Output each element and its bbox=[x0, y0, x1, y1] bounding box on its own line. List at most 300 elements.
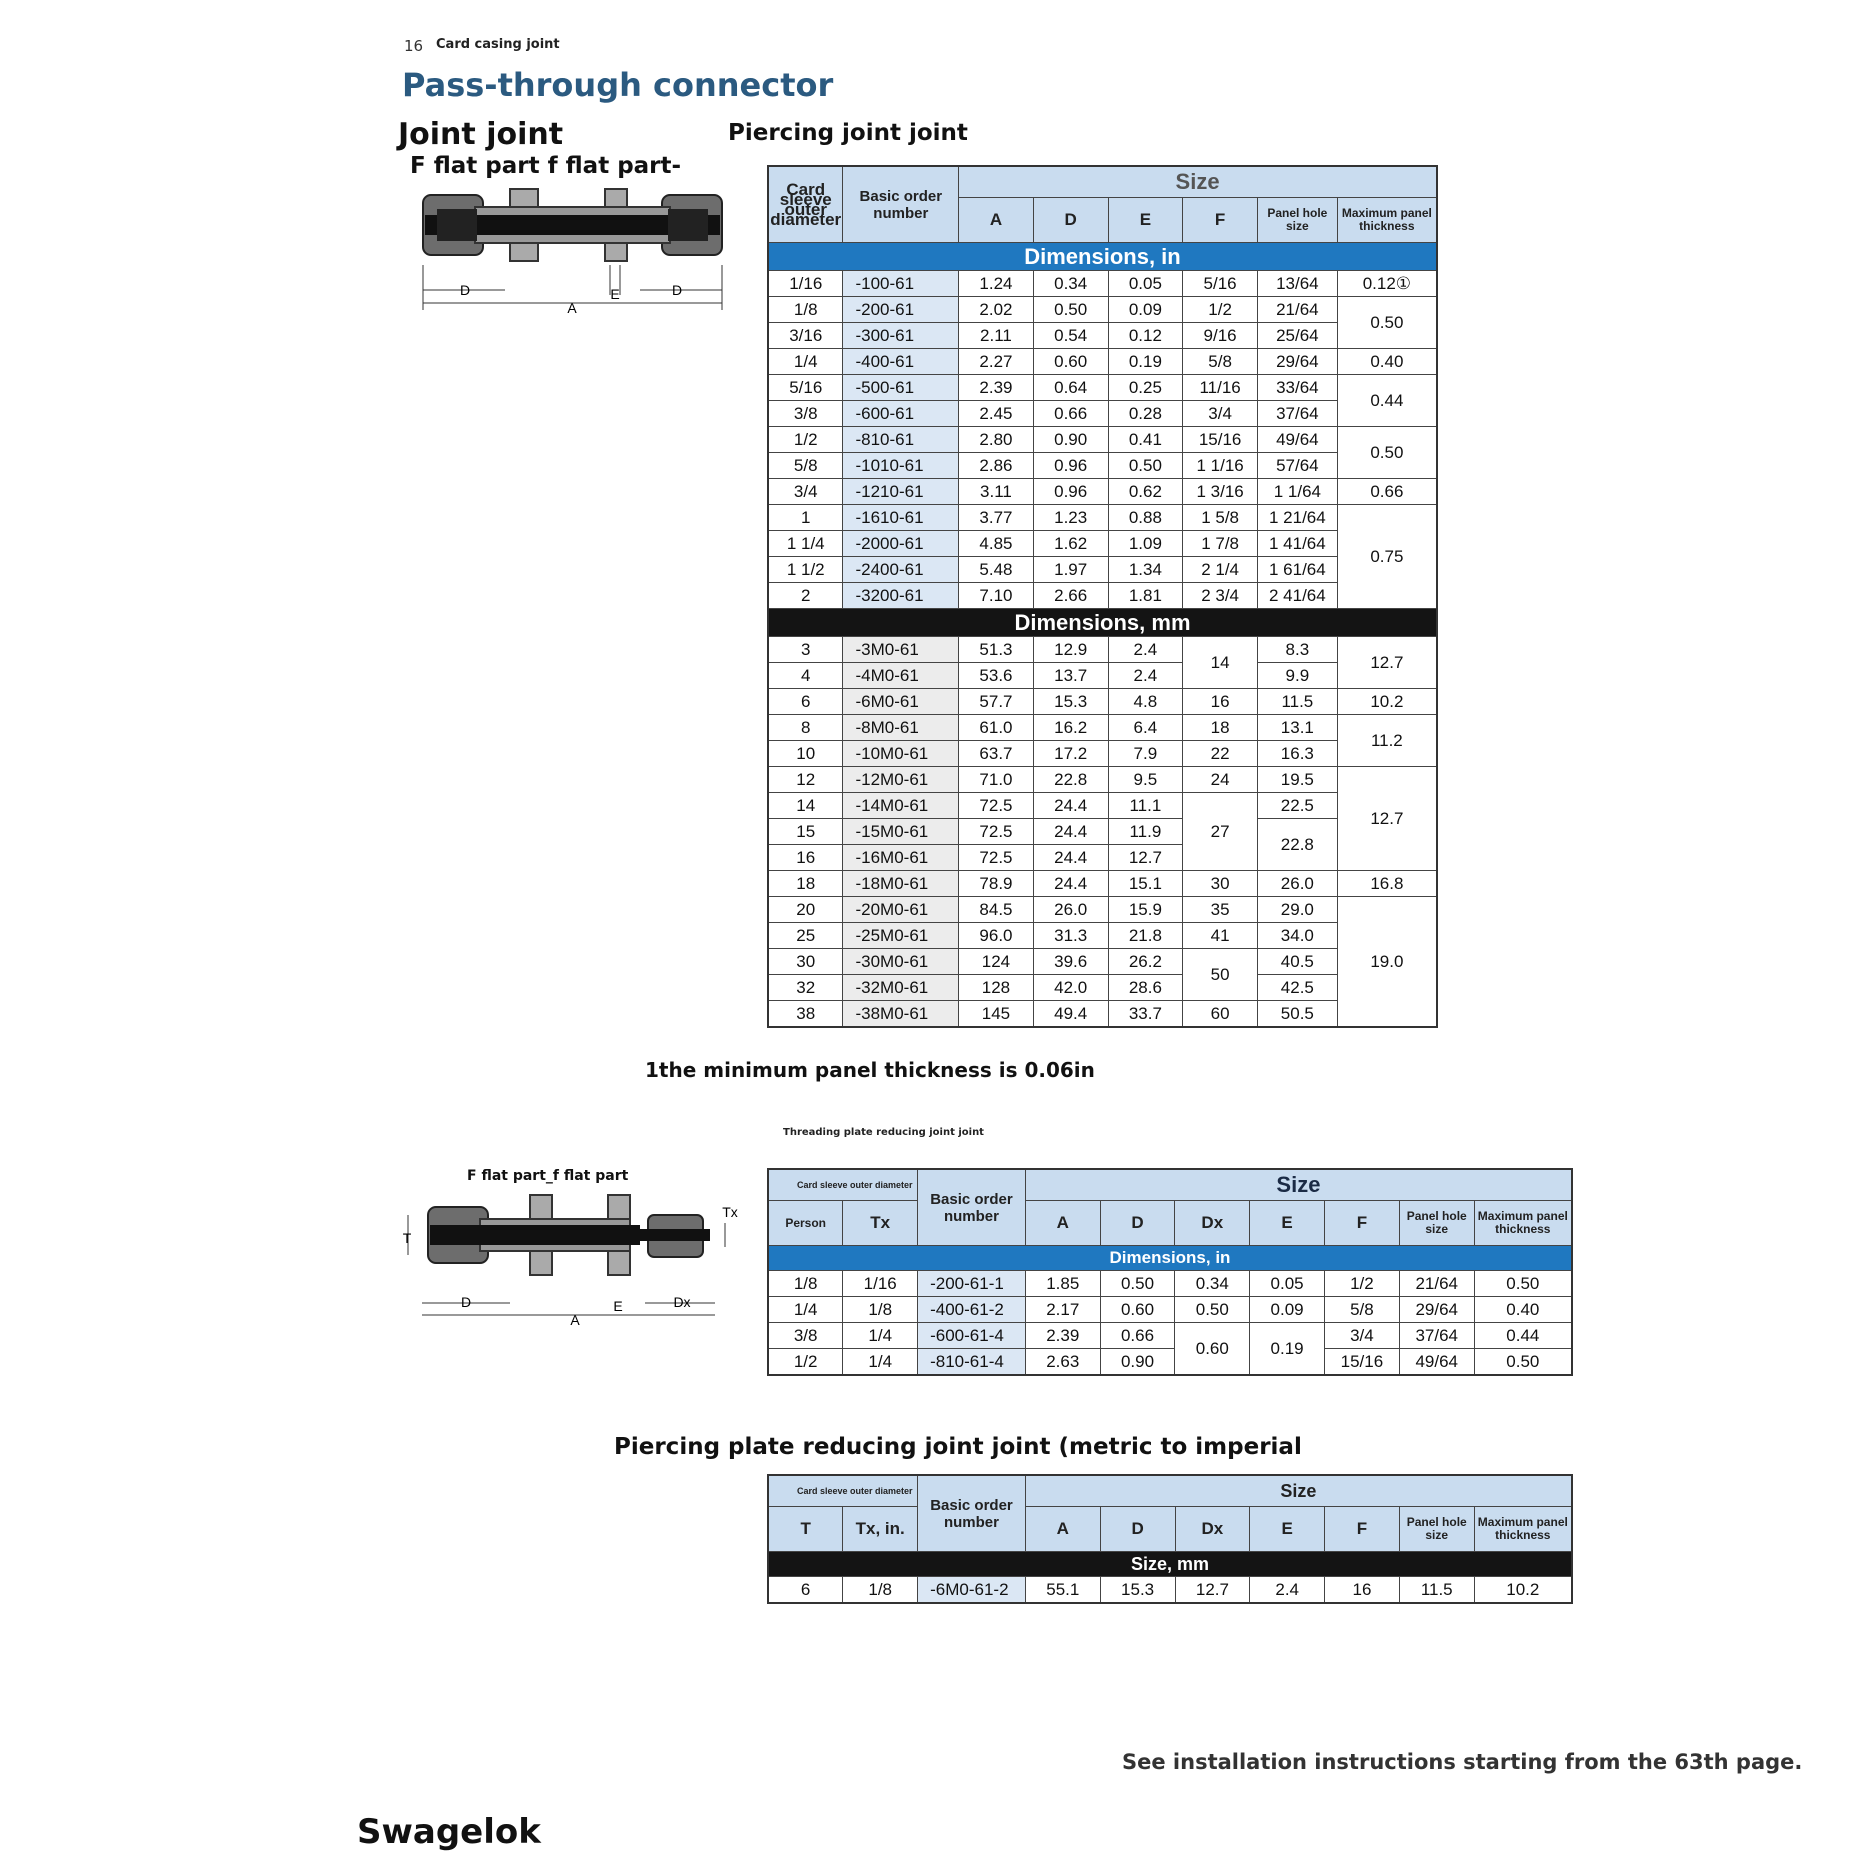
cell: 78.9 bbox=[959, 871, 1034, 897]
cell: 6 bbox=[768, 689, 843, 715]
th-a: A bbox=[1025, 1201, 1100, 1246]
cell: 6 bbox=[768, 1577, 843, 1604]
cell: 41 bbox=[1183, 923, 1258, 949]
cell: -100-61 bbox=[843, 271, 959, 297]
cell: 9.5 bbox=[1108, 767, 1183, 793]
cell: 5/16 bbox=[1183, 271, 1258, 297]
label-d-left: D bbox=[459, 282, 471, 298]
label-a: A bbox=[567, 300, 577, 315]
cell: 1.85 bbox=[1025, 1271, 1100, 1297]
table3 bbox=[767, 1474, 1573, 1604]
band-mm: Size, mm bbox=[768, 1552, 1572, 1577]
cell: 2.17 bbox=[1025, 1297, 1100, 1323]
th-panel-hole: Panel hole size bbox=[1399, 1507, 1474, 1552]
th-person: Person bbox=[768, 1201, 843, 1246]
cell: 17.2 bbox=[1033, 741, 1108, 767]
table-row bbox=[768, 349, 1437, 375]
cell: 37/64 bbox=[1257, 401, 1337, 427]
cell: -810-61-4 bbox=[918, 1349, 1026, 1376]
cell: 0.50 bbox=[1033, 297, 1108, 323]
cell: 0.90 bbox=[1033, 427, 1108, 453]
cell: 34.0 bbox=[1257, 923, 1337, 949]
table-row bbox=[768, 637, 1437, 663]
cell: 50 bbox=[1183, 949, 1258, 1001]
th-max-panel: Maximum panel thickness bbox=[1474, 1507, 1572, 1552]
cell: 33.7 bbox=[1108, 1001, 1183, 1028]
cell: 0.60 bbox=[1033, 349, 1108, 375]
cell: 12.7 bbox=[1175, 1577, 1250, 1604]
cell: 27 bbox=[1183, 793, 1258, 871]
cell: 6.4 bbox=[1108, 715, 1183, 741]
cell: 25/64 bbox=[1257, 323, 1337, 349]
cell: 1/4 bbox=[843, 1323, 918, 1349]
cell: -3M0-61 bbox=[843, 637, 959, 663]
cell: 1.62 bbox=[1033, 531, 1108, 557]
cell: 3.77 bbox=[959, 505, 1034, 531]
cell: -6M0-61-2 bbox=[918, 1577, 1026, 1604]
th-f: F bbox=[1183, 198, 1258, 243]
fig2-flat-label: F flat part_f flat part bbox=[467, 1168, 629, 1184]
cell: 0.64 bbox=[1033, 375, 1108, 401]
cell: 1/2 bbox=[1183, 297, 1258, 323]
table1-heading: Piercing joint joint bbox=[728, 120, 968, 146]
cell: -400-61-2 bbox=[918, 1297, 1026, 1323]
cell: 42.5 bbox=[1257, 975, 1337, 1001]
cell: -12M0-61 bbox=[843, 767, 959, 793]
th-d: D bbox=[1100, 1201, 1175, 1246]
cell: 2 3/4 bbox=[1183, 583, 1258, 609]
band-in: Dimensions, in bbox=[768, 243, 1437, 271]
cell: 12.7 bbox=[1108, 845, 1183, 871]
cell: 11.5 bbox=[1399, 1577, 1474, 1604]
table-row bbox=[768, 663, 1437, 689]
cell: 14 bbox=[768, 793, 843, 819]
th-e: E bbox=[1108, 198, 1183, 243]
cell: 15.3 bbox=[1033, 689, 1108, 715]
fig1-subheading: F flat part f flat part- bbox=[410, 153, 682, 179]
cell: 14 bbox=[1183, 637, 1258, 689]
cell: 2.80 bbox=[959, 427, 1034, 453]
cell: 50.5 bbox=[1257, 1001, 1337, 1028]
th-size: Size bbox=[1025, 1169, 1572, 1201]
table-row bbox=[768, 375, 1437, 401]
cell: 13.1 bbox=[1257, 715, 1337, 741]
cell: 11.5 bbox=[1257, 689, 1337, 715]
bulkhead-union-drawing bbox=[415, 185, 730, 315]
th-tx: Tx bbox=[843, 1201, 918, 1246]
table-row bbox=[768, 453, 1437, 479]
cell: 49/64 bbox=[1399, 1349, 1474, 1376]
th-d: D bbox=[1100, 1507, 1175, 1552]
cell: 1/8 bbox=[843, 1297, 918, 1323]
cell: 124 bbox=[959, 949, 1034, 975]
cell: 3/4 bbox=[1183, 401, 1258, 427]
cell: 8 bbox=[768, 715, 843, 741]
th-card-sleeve: Card sleeve outer diameter bbox=[768, 166, 843, 243]
table1-footnote: 1the minimum panel thickness is 0.06in bbox=[645, 1058, 1095, 1082]
cell: 1 61/64 bbox=[1257, 557, 1337, 583]
cell: 16 bbox=[1325, 1577, 1400, 1604]
cell: 0.19 bbox=[1108, 349, 1183, 375]
cell: 0.05 bbox=[1250, 1271, 1325, 1297]
table-row bbox=[768, 975, 1437, 1001]
cell: 21/64 bbox=[1399, 1271, 1474, 1297]
cell: 19.5 bbox=[1257, 767, 1337, 793]
cell: 2.4 bbox=[1250, 1577, 1325, 1604]
cell: -200-61-1 bbox=[918, 1271, 1026, 1297]
brand-logo: Swagelok bbox=[357, 1812, 541, 1852]
table-row bbox=[768, 297, 1437, 323]
page-number: 16 bbox=[404, 37, 424, 55]
cell: 0.09 bbox=[1108, 297, 1183, 323]
cell: 11.2 bbox=[1337, 715, 1437, 767]
cell: 0.19 bbox=[1250, 1323, 1325, 1376]
fig1-heading: Joint joint bbox=[398, 117, 564, 152]
cell: 1 bbox=[768, 505, 843, 531]
cell: 0.50 bbox=[1474, 1349, 1572, 1376]
table-row bbox=[768, 819, 1437, 845]
cell: 1.81 bbox=[1108, 583, 1183, 609]
band-in: Dimensions, in bbox=[768, 1246, 1572, 1271]
table-row bbox=[768, 1001, 1437, 1028]
cell: 16 bbox=[1183, 689, 1258, 715]
cell: 7.9 bbox=[1108, 741, 1183, 767]
cell: 26.0 bbox=[1257, 871, 1337, 897]
table-row bbox=[768, 897, 1437, 923]
cell: 3.11 bbox=[959, 479, 1034, 505]
cell: 1.34 bbox=[1108, 557, 1183, 583]
cell: 29/64 bbox=[1399, 1297, 1474, 1323]
cell: -18M0-61 bbox=[843, 871, 959, 897]
cell: 1 1/2 bbox=[768, 557, 843, 583]
cell: 49/64 bbox=[1257, 427, 1337, 453]
cell: 15 bbox=[768, 819, 843, 845]
cell: 0.50 bbox=[1100, 1271, 1175, 1297]
cell: 0.54 bbox=[1033, 323, 1108, 349]
cell: 15.9 bbox=[1108, 897, 1183, 923]
cell: 0.44 bbox=[1474, 1323, 1572, 1349]
cell: 5/8 bbox=[1183, 349, 1258, 375]
cell: 12.7 bbox=[1337, 637, 1437, 689]
cell: -1610-61 bbox=[843, 505, 959, 531]
cell: 30 bbox=[1183, 871, 1258, 897]
cell: 2.63 bbox=[1025, 1349, 1100, 1376]
cell: 15/16 bbox=[1324, 1349, 1399, 1376]
th-tx: Tx, in. bbox=[843, 1507, 918, 1552]
cell: 53.6 bbox=[959, 663, 1034, 689]
cell: -500-61 bbox=[843, 375, 959, 401]
table-row bbox=[768, 323, 1437, 349]
cell: -2400-61 bbox=[843, 557, 959, 583]
cell: 5.48 bbox=[959, 557, 1034, 583]
th-panel-hole: Panel hole size bbox=[1257, 198, 1337, 243]
cell: 4.85 bbox=[959, 531, 1034, 557]
table-row bbox=[768, 689, 1437, 715]
cell: 72.5 bbox=[959, 845, 1034, 871]
cell: -600-61-4 bbox=[918, 1323, 1026, 1349]
cell: 12 bbox=[768, 767, 843, 793]
th-card-sleeve: Card sleeve outer diameter bbox=[768, 1169, 918, 1201]
table1 bbox=[767, 165, 1438, 1028]
cell: 2 1/4 bbox=[1183, 557, 1258, 583]
cell: 3/16 bbox=[768, 323, 843, 349]
cell: 2.02 bbox=[959, 297, 1034, 323]
cell: 1.97 bbox=[1033, 557, 1108, 583]
cell: 2.4 bbox=[1108, 637, 1183, 663]
cell: 1/2 bbox=[768, 427, 843, 453]
table-row bbox=[768, 871, 1437, 897]
cell: 25 bbox=[768, 923, 843, 949]
label-e: E bbox=[610, 286, 620, 302]
cell: 1.24 bbox=[959, 271, 1034, 297]
cell: 61.0 bbox=[959, 715, 1034, 741]
band-mm: Dimensions, mm bbox=[768, 609, 1437, 637]
cell: 1/4 bbox=[768, 1297, 843, 1323]
cell: 0.60 bbox=[1100, 1297, 1175, 1323]
cell: 33/64 bbox=[1257, 375, 1337, 401]
cell: 0.50 bbox=[1108, 453, 1183, 479]
cell: 0.60 bbox=[1175, 1323, 1250, 1376]
section-label: Card casing joint bbox=[436, 37, 560, 52]
cell: -3200-61 bbox=[843, 583, 959, 609]
cell: 37/64 bbox=[1399, 1323, 1474, 1349]
cell: 12.7 bbox=[1337, 767, 1437, 871]
cell: 1 21/64 bbox=[1257, 505, 1337, 531]
cell: 1 1/16 bbox=[1183, 453, 1258, 479]
cell: 1/4 bbox=[768, 349, 843, 375]
cell: 9.9 bbox=[1257, 663, 1337, 689]
th-t: T bbox=[768, 1507, 843, 1552]
cell: 1/8 bbox=[843, 1577, 918, 1604]
cell: 0.50 bbox=[1337, 427, 1437, 479]
th-f: F bbox=[1325, 1507, 1400, 1552]
cell: 24.4 bbox=[1033, 845, 1108, 871]
label-t: T bbox=[402, 1230, 412, 1246]
cell: 31.3 bbox=[1033, 923, 1108, 949]
cell: 16.8 bbox=[1337, 871, 1437, 897]
cell: 3 bbox=[768, 637, 843, 663]
cell: 0.96 bbox=[1033, 479, 1108, 505]
cell: 39.6 bbox=[1033, 949, 1108, 975]
cell: 22 bbox=[1183, 741, 1258, 767]
cell: -2000-61 bbox=[843, 531, 959, 557]
cell: 2.45 bbox=[959, 401, 1034, 427]
reducing-union-drawing bbox=[400, 1185, 745, 1330]
cell: -30M0-61 bbox=[843, 949, 959, 975]
cell: 1.23 bbox=[1033, 505, 1108, 531]
cell: 1/8 bbox=[768, 1271, 843, 1297]
cell: 1/2 bbox=[768, 1349, 843, 1376]
cell: 2.11 bbox=[959, 323, 1034, 349]
label-dx: Dx bbox=[673, 1294, 691, 1310]
cell: 2 41/64 bbox=[1257, 583, 1337, 609]
cell: 7.10 bbox=[959, 583, 1034, 609]
cell: 145 bbox=[959, 1001, 1034, 1028]
table2 bbox=[767, 1168, 1573, 1376]
cell: 0.50 bbox=[1474, 1271, 1572, 1297]
cell: 30 bbox=[768, 949, 843, 975]
cell: 20 bbox=[768, 897, 843, 923]
cell: 22.8 bbox=[1257, 819, 1337, 871]
cell: 0.12① bbox=[1337, 271, 1437, 297]
cell: 0.88 bbox=[1108, 505, 1183, 531]
cell: 8.3 bbox=[1257, 637, 1337, 663]
cell: 0.44 bbox=[1337, 375, 1437, 427]
cell: 22.8 bbox=[1033, 767, 1108, 793]
table-row bbox=[768, 715, 1437, 741]
cell: -4M0-61 bbox=[843, 663, 959, 689]
cell: 1.09 bbox=[1108, 531, 1183, 557]
cell: 49.4 bbox=[1033, 1001, 1108, 1028]
cell: 11.1 bbox=[1108, 793, 1183, 819]
cell: 29.0 bbox=[1257, 897, 1337, 923]
th-e: E bbox=[1250, 1201, 1325, 1246]
cell: -25M0-61 bbox=[843, 923, 959, 949]
cell: -810-61 bbox=[843, 427, 959, 453]
cell: 0.90 bbox=[1100, 1349, 1175, 1376]
cell: 9/16 bbox=[1183, 323, 1258, 349]
cell: 0.05 bbox=[1108, 271, 1183, 297]
cell: 1/2 bbox=[1324, 1271, 1399, 1297]
cell: 2 bbox=[768, 583, 843, 609]
cell: 0.25 bbox=[1108, 375, 1183, 401]
cell: 21/64 bbox=[1257, 297, 1337, 323]
cell: 57.7 bbox=[959, 689, 1034, 715]
th-a: A bbox=[959, 198, 1034, 243]
table-row bbox=[768, 1297, 1572, 1323]
table-row bbox=[768, 1323, 1572, 1349]
cell: -10M0-61 bbox=[843, 741, 959, 767]
cell: 72.5 bbox=[959, 819, 1034, 845]
cell: 16 bbox=[768, 845, 843, 871]
table3-heading: Piercing plate reducing joint joint (metric to imperial bbox=[614, 1434, 1302, 1460]
cell: -1210-61 bbox=[843, 479, 959, 505]
th-basic-order: Basic order number bbox=[918, 1169, 1026, 1246]
cell: 11.9 bbox=[1108, 819, 1183, 845]
cell: 26.2 bbox=[1108, 949, 1183, 975]
cell: -400-61 bbox=[843, 349, 959, 375]
cell: 1 1/4 bbox=[768, 531, 843, 557]
cell: 24.4 bbox=[1033, 871, 1108, 897]
th-basic-order: Basic order number bbox=[918, 1475, 1026, 1552]
cell: 11/16 bbox=[1183, 375, 1258, 401]
th-size: Size bbox=[1025, 1475, 1572, 1507]
cell: 40.5 bbox=[1257, 949, 1337, 975]
cell: 55.1 bbox=[1025, 1577, 1100, 1604]
cell: 10.2 bbox=[1474, 1577, 1572, 1604]
install-note: See installation instructions starting from the 63th page. bbox=[1122, 1750, 1803, 1774]
label-e: E bbox=[613, 1298, 623, 1314]
table-row bbox=[768, 505, 1437, 531]
cell: 10.2 bbox=[1337, 689, 1437, 715]
cell: 60 bbox=[1183, 1001, 1258, 1028]
table-row bbox=[768, 401, 1437, 427]
cell: 51.3 bbox=[959, 637, 1034, 663]
table-row bbox=[768, 949, 1437, 975]
table-row bbox=[768, 1271, 1572, 1297]
cell: 12.9 bbox=[1033, 637, 1108, 663]
cell: 13/64 bbox=[1257, 271, 1337, 297]
cell: 3/4 bbox=[768, 479, 843, 505]
cell: 1 5/8 bbox=[1183, 505, 1258, 531]
cell: 63.7 bbox=[959, 741, 1034, 767]
label-d-right: D bbox=[671, 282, 683, 298]
cell: 2.4 bbox=[1108, 663, 1183, 689]
cell: 0.34 bbox=[1033, 271, 1108, 297]
cell: 0.12 bbox=[1108, 323, 1183, 349]
cell: 29/64 bbox=[1257, 349, 1337, 375]
table-row bbox=[768, 531, 1437, 557]
cell: 15.1 bbox=[1108, 871, 1183, 897]
cell: 22.5 bbox=[1257, 793, 1337, 819]
th-size: Size bbox=[959, 166, 1437, 198]
th-max-panel: Maximum panel thickness bbox=[1337, 198, 1437, 243]
cell: -300-61 bbox=[843, 323, 959, 349]
cell: 84.5 bbox=[959, 897, 1034, 923]
table-row bbox=[768, 767, 1437, 793]
th-dx: Dx bbox=[1175, 1507, 1250, 1552]
cell: 24 bbox=[1183, 767, 1258, 793]
th-panel-hole: Panel hole size bbox=[1399, 1201, 1474, 1246]
table-row bbox=[768, 427, 1437, 453]
cell: -16M0-61 bbox=[843, 845, 959, 871]
cell: 1 3/16 bbox=[1183, 479, 1258, 505]
cell: -38M0-61 bbox=[843, 1001, 959, 1028]
cell: 10 bbox=[768, 741, 843, 767]
cell: 0.50 bbox=[1337, 297, 1437, 349]
th-e: E bbox=[1250, 1507, 1325, 1552]
th-f: F bbox=[1324, 1201, 1399, 1246]
table-row bbox=[768, 271, 1437, 297]
cell: -6M0-61 bbox=[843, 689, 959, 715]
cell: 0.66 bbox=[1337, 479, 1437, 505]
cell: -32M0-61 bbox=[843, 975, 959, 1001]
cell: 1/16 bbox=[843, 1271, 918, 1297]
cell: 2.39 bbox=[959, 375, 1034, 401]
cell: 0.50 bbox=[1175, 1297, 1250, 1323]
fig2-caption: Threading plate reducing joint joint bbox=[783, 1127, 984, 1138]
cell: 96.0 bbox=[959, 923, 1034, 949]
cell: -8M0-61 bbox=[843, 715, 959, 741]
cell: 13.7 bbox=[1033, 663, 1108, 689]
th-d: D bbox=[1033, 198, 1108, 243]
cell: -14M0-61 bbox=[843, 793, 959, 819]
cell: 0.75 bbox=[1337, 505, 1437, 609]
cell: 128 bbox=[959, 975, 1034, 1001]
cell: 26.0 bbox=[1033, 897, 1108, 923]
table-row bbox=[768, 793, 1437, 819]
cell: 38 bbox=[768, 1001, 843, 1028]
cell: 5/16 bbox=[768, 375, 843, 401]
th-a: A bbox=[1025, 1507, 1100, 1552]
cell: 3/8 bbox=[768, 401, 843, 427]
cell: 72.5 bbox=[959, 793, 1034, 819]
cell: 5/8 bbox=[768, 453, 843, 479]
cell: 0.28 bbox=[1108, 401, 1183, 427]
table-row bbox=[768, 741, 1437, 767]
label-tx: Tx bbox=[722, 1204, 738, 1220]
cell: 16.3 bbox=[1257, 741, 1337, 767]
th-card-sleeve: Card sleeve outer diameter bbox=[768, 1475, 918, 1507]
th-basic-order: Basic order number bbox=[843, 166, 959, 243]
cell: 1/16 bbox=[768, 271, 843, 297]
cell: 35 bbox=[1183, 897, 1258, 923]
cell: -1010-61 bbox=[843, 453, 959, 479]
cell: 2.86 bbox=[959, 453, 1034, 479]
cell: 0.62 bbox=[1108, 479, 1183, 505]
cell: 0.41 bbox=[1108, 427, 1183, 453]
cell: 0.09 bbox=[1250, 1297, 1325, 1323]
